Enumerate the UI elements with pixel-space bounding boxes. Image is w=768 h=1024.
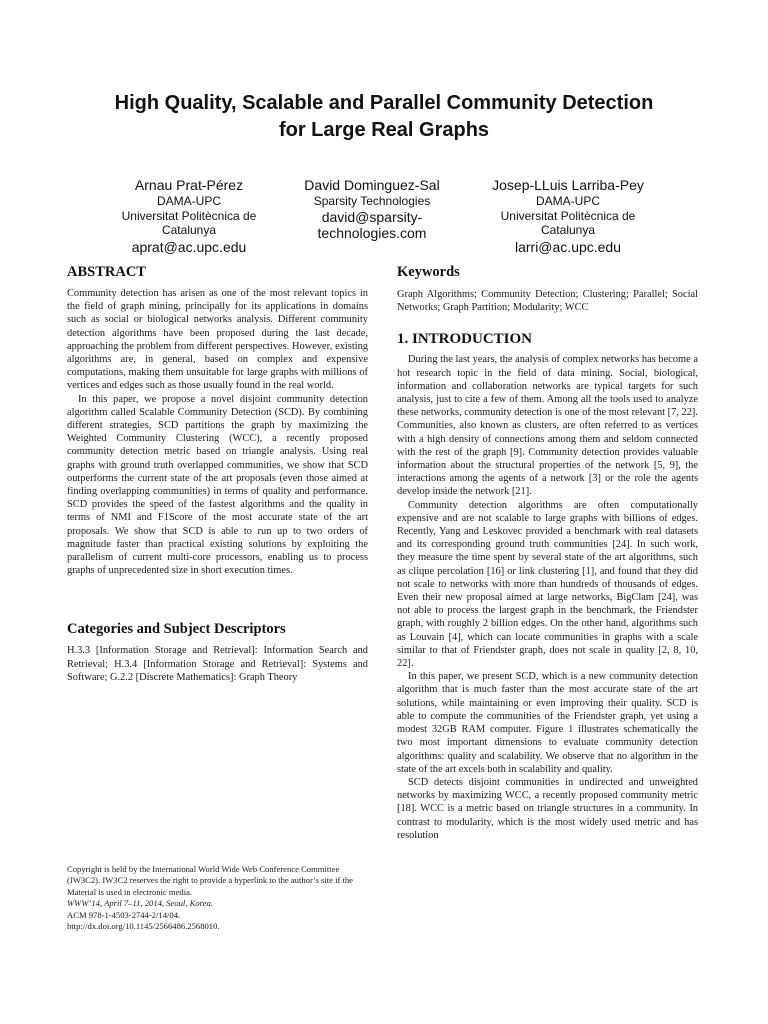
author-name: Arnau Prat-Pérez (134, 177, 244, 193)
author-name: David Dominguez-Sal (304, 177, 440, 193)
intro-paragraph: SCD detects disjoint communities in undirected and unweighted networks by maximizing WCC, a recently proposed community metric [18]. WCC is a metric based on triangle structures in a community. In contrast to modularity, which is the most widely used metric and has resolution (397, 776, 698, 841)
intro-paragraph: In this paper, we present SCD, which is a new community detection algorithm that is much faster than the most accurate state of the art solutions, while maintaining or even improving their quality. SCD is able to compute the communities of the Friendster graph, yet using a modest 32GB RAM computer. Figure 1 illustrates schematically the two most important dimensions to evaluate community detection algorithms: quality and scalability. We observe that no algorithm in the state of the art excels both in scalability and quality. (397, 671, 698, 775)
keywords-heading: Keywords (397, 264, 460, 280)
author-email: aprat@ac.upc.edu (131, 238, 247, 255)
author-email: larri@ac.upc.edu (514, 238, 622, 255)
author-affiliation: Universitat Politècnica de (121, 208, 257, 223)
introduction-heading: 1. INTRODUCTION (397, 331, 533, 348)
author-affiliation: Catalunya (161, 223, 217, 237)
author-affiliation: Universitat Politècnica de (500, 208, 636, 223)
abstract-body (67, 287, 368, 577)
author-affiliation: DAMA-UPC (535, 194, 600, 208)
introduction-body (397, 353, 698, 842)
keywords-body: Graph Algorithms; Community Detection; Clustering; Parallel; Social Networks; Graph Partition; Modularity; WCC (397, 289, 698, 314)
author-email: david@sparsity- technologies.com (317, 208, 427, 241)
conference-info: WWW’14, April 7–11, 2014, Seoul, Korea. (67, 898, 213, 909)
abstract-heading: ABSTRACT (67, 264, 146, 280)
copyright-text: Copyright is held by the International World Wide Web Conference Committee (IW3C2). IW3C2 reserves the right to provide a hyperlink to the author’s site if the Material is used in electronic media. (67, 864, 353, 897)
title-line-2: for Large Real Graphs (278, 119, 490, 141)
categories-body: H.3.3 [Information Storage and Retrieval]: Information Search and Retrieval; H.3.4 [Information Storage and Retrieval]: Systems and Software; G.2.2 [Discrete Mathematics]: Graph Theory (67, 645, 368, 683)
copyright-notice (67, 864, 372, 932)
doi-link[interactable]: http://dx.doi.org/10.1145/2566486.2568010. (67, 921, 220, 932)
left-column (67, 262, 368, 684)
paper-title (40, 90, 728, 144)
author-block-1 (89, 176, 289, 255)
abstract-paragraph: In this paper, we propose a novel disjoint community detection algorithm called Scalable Community Detection (SCD). By combining different strategies, SCD partitions the graph by maximizing the Weighted Community Clustering (WCC), a recently proposed community detection metric based on triangle analysis. Using real graphs with ground truth overlapped communities, we show that SCD outperforms the current state of the art proposals (even those aimed at finding overlapping communities) in terms of quality and performance. SCD provides the speed of the fastest algorithms and the quality in terms of NMI and F1Score of the most accurate state of the art proposals. We show that SCD is able to run up to two orders of magnitude faster than practical existing solutions by exploiting the parallelism of current multi-core processors, enabling us to process graphs of unprecedented size in short execution times. (67, 393, 368, 577)
intro-paragraph: Community detection algorithms are often computationally expensive and are not scalable to large graphs with billions of edges. Recently, Yang and Leskovec provided a benchmark with real datasets and its corresponding ground truth communities [24]. In such work, they measure the time spent by several state of the art algorithms, such as clique percolation [16] or link clustering [1], and found that they did not scale to networks with more than hundreds of thousands of edges. Even their new proposal aimed at large networks, BigClam [24], was not able to process the largest graph in the benchmark, the Friendster graph, with roughly 2 billion edges. On the other hand, algorithms such as Louvain [4], which can locate communities in graphs with a scale similar to that of Friendster graph, does not scale in quality [2, 8, 10, 22]. (397, 499, 698, 670)
author-affiliation: Sparsity Technologies (313, 194, 431, 208)
categories-heading: Categories and Subject Descriptors (67, 621, 286, 638)
abstract-paragraph: Community detection has arisen as one of the most relevant topics in the field of graph mining, principally for its applications in domains such as social or biological networks analysis. Different community detection algorithms have been proposed during the last decade, approaching the problem from different perspectives. However, existing algorithms are, in general, based on complex and expensive computations, making them unsuitable for large graphs with millions of vertices and edges such as those usually found in the real world. (67, 288, 368, 392)
right-column (397, 262, 698, 842)
acm-isbn: ACM 978-1-4503-2744-2/14/04. (67, 909, 181, 920)
author-affiliation: DAMA-UPC (156, 194, 221, 208)
author-block-3 (468, 176, 668, 255)
author-block-2 (272, 176, 472, 241)
intro-paragraph: During the last years, the analysis of complex networks has become a hot research topic in the field of data mining. Social, biological, information and collaboration networks are typical targets for such analysis, just to cite a few of them. Among all the tools used to analyze these networks, community detection is one of the most relevant [7, 22]. Communities, also known as clusters, are often referred to as vertices with a high density of connections among them and seldom connected with the rest of the graph [9]. Community detection provides valuable information about the structural properties of the network [5, 9], the interactions among the agents of a network [3] or the role the agents develop inside the network [21]. (397, 354, 698, 498)
author-affiliation: Catalunya (540, 223, 596, 237)
title-line-1: High Quality, Scalable and Parallel Community Detection (114, 92, 654, 114)
author-name: Josep-LLuis Larriba-Pey (492, 177, 644, 193)
